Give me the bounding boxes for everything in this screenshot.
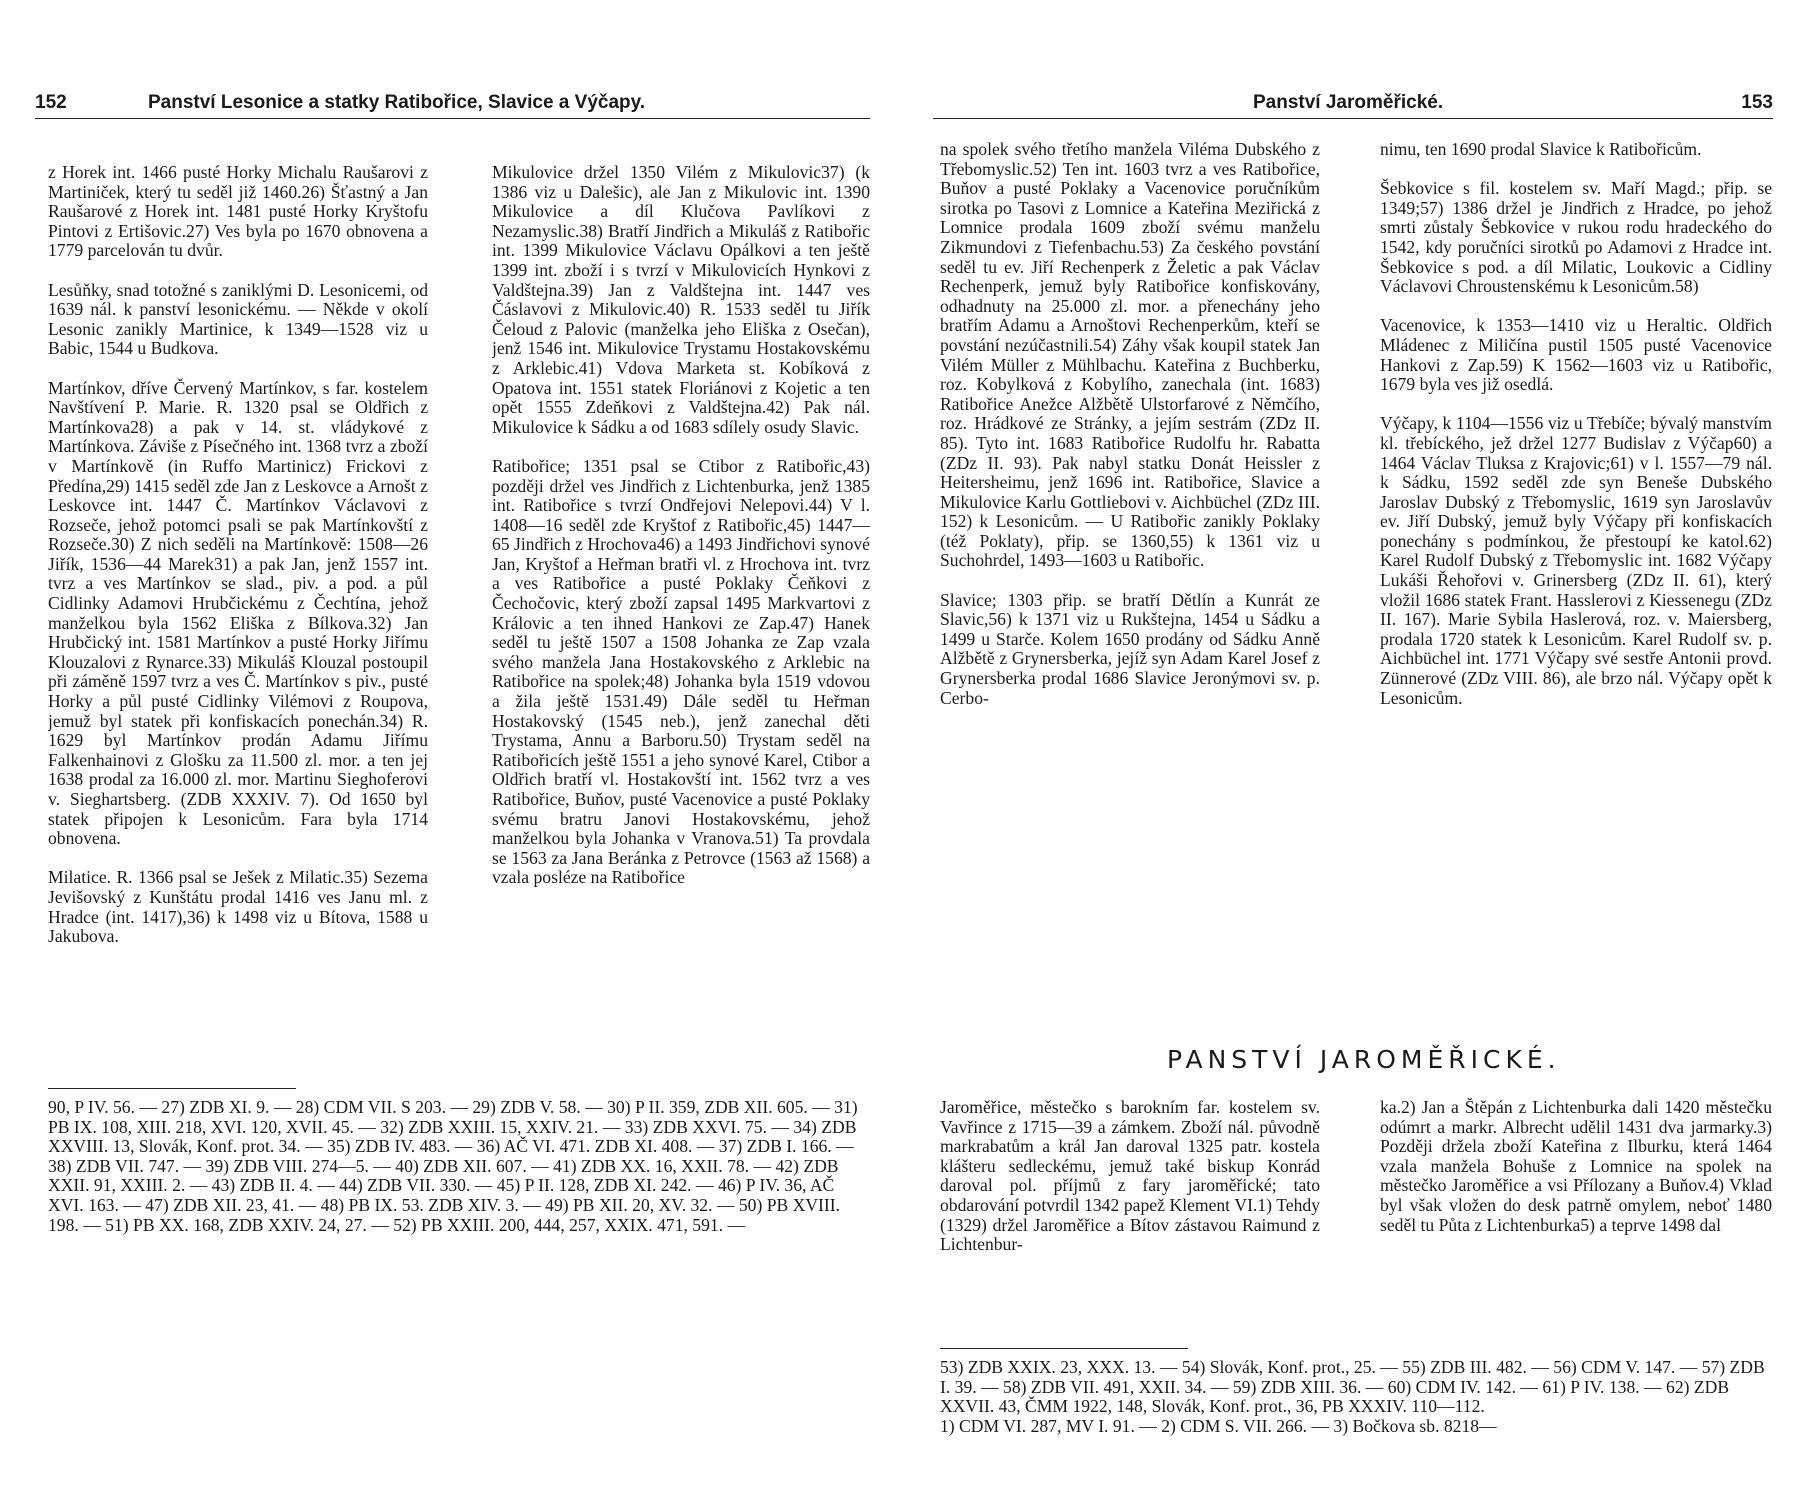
- left-column-1: z Horek int. 1466 pusté Horky Michalu Raušarovi z Martiniček, který tu seděl již 1460.26) Šťastný a Jan Raušarové z Horek int. 1481 pusté Horky Kryštofu Pintovi z Ertišovic.27) Ves byla po 1670 obnovena a 1779 parcelován tu dvůr. Lesůňky, snad totožné s zaniklými D. Lesonicemi, od 1639 nál. k panství lesonickému. — Někde v okolí Lesonic zanikly Martinice, k 1349—1528 viz u Babic, 1544 u Budkova. Martínkov, dříve Červený Martínkov, s far. kostelem Navštívení P. Marie. R. 1320 psal se Oldřich z Martínkova28) a pak v 14. st. vládykové z Martínkova. Záviše z Písečného int. 1368 tvrz a zboží v Martínkově (in Ruffo Martinicz) Frickovi z Předína,29) 1415 seděl zde Jan z Leskovce a Arnošt z Leskovce int. 1447 Č. Martínkov Václavovi z Rozseče, jehož potomci psali se pak Martínkovští z Rozseče.30) Z nich seděli na Martínkově: 1508—26 Jiřík, 1536—44 Marek31) a pak Jan, jenž 1557 int. tvrz a ves Martínkov se slad., piv. a pod. a půl Cidlinky Adamovi Hrubčickému z Čechtína, jehož manželkou byla 1562 Eliška z Bílkova.32) Jan Hrubčický int. 1581 Martínkov a pusté Horky Jiřímu Klouzalovi z Rynarce.33) Mikuláš Klouzal postoupil při záměně 1597 tvrz a ves Č. Martínkov s piv., pusté Horky a půl pusté Cidlinky Vilémovi z Roupova, jemuž byl statek při konfiskacích ponechán.34) R. 1629 byl Martínkov prodán Adamu Jiřímu Falkenhainovi z Glošku za 11.500 zl. mor. a ten jej 1638 prodal za 16.000 zl. mor. Martinu Sieghoferovi v. Sieghartsberg. (ZDB XXXIV. 7). Od 1650 byl statek připojen k Lesonicům. Fara byla 1714 obnovena. Milatice. R. 1366 psal se Ješek z Milatic.35) Sezema Jevišovský z Kunštátu prodal 1416 ves Janu ml. z Hradce (int. 1417),36) k 1498 viz u Bítova, 1588 u Jakubova.: [48, 163, 428, 947]
- left-page-number: 152: [35, 92, 67, 113]
- right-footnote-rule: [940, 1348, 1188, 1349]
- right-page-number: 153: [1741, 92, 1773, 113]
- left-header-rule: [35, 118, 870, 119]
- right-column-1: na spolek svého třetího manžela Viléma Dubského z Třebomyslic.52) Ten int. 1603 tvrz a ves Ratibořice, Buňov a pusté Poklaky a Vacenovice poručníkům sirotka po Tasovi z Lomnice a Kateřina Meziřická z Lomnice prodala 1609 zboží svému manželu Zikmundovi z Tiefenbachu.53) Za českého povstání seděl tu ev. Jiří Rechenperk z Želetic a pak Václav Rechenperk, jemuž byly Ratibořice konfiskovány, odhadnuty na 25.000 zl. mor. a přenechány jeho bratřím Adamu a Arnoštovi Rechenperkům, kteří se povstání nezúčastnili.54) Záhy však koupil statek Jan Vilém Müller z Mühlbachu. Kateřina z Buchberku, roz. Kobylková z Kobylího, zanechala (int. 1683) Ratibořice Anežce Alžbětě Ulstorfarové z Němčího, roz. Hrádkové ze Stránky, a jejím sestrám (ZDz II. 85). Tyto int. 1683 Ratibořice Rudolfu hr. Rabatta (ZDz II. 93). Pak nabyl statku Donát Heissler z Heitersheimu, jenž 1696 int. Ratibořice, Slavice a Mikulovice Karlu Gottliebovi v. Aichbüchel (ZDz III. 152) k Lesonicům. — U Ratibořic zanikly Poklaky (též Poklaty), přip. se 1360,55) k 1361 viz u Suchohrdel, 1493—1603 u Ratibořic. Slavice; 1303 přip. se bratří Dětlín a Kunrát ze Slavic,56) k 1371 viz u Rukštejna, 1454 u Sádku a 1499 u Starče. Kolem 1650 prodány od Sádku Anně Alžbětě z Grynersberka, jejíž syn Adam Karel Josef z Grynersberka prodal 1686 Slavice Jeronýmovi sv. p. Cerbo-: [940, 140, 1320, 708]
- left-footnote-rule: [48, 1088, 296, 1089]
- section-title: PANSTVÍ JAROMĚŘICKÉ.: [1167, 1045, 1561, 1074]
- left-running-title: Panství Lesonice a statky Ratibořice, Slavice a Výčapy.: [148, 92, 646, 113]
- right-running-title: Panství Jaroměřické.: [1253, 92, 1444, 113]
- right-footnotes: 53) ZDB XXIX. 23, XXX. 13. — 54) Slovák, Konf. prot., 25. — 55) ZDB III. 482. — 56) CDM V. 147. — 57) ZDB I. 39. — 58) ZDB VII. 491, XXII. 34. — 59) ZDB XIII. 36. — 60) CDM IV. 142. — 61) P IV. 138. — 62) ZDB XXVII. 43, ČMM 1922, 148, Slovák, Konf. prot., 36, PB XXXIV. 110—112. 1) CDM VI. 287, MV I. 91. — 2) CDM S. VII. 266. — 3) Bočkova sb. 8218—: [940, 1358, 1765, 1436]
- right-page: [905, 0, 1810, 1500]
- right-column-2: nimu, ten 1690 prodal Slavice k Ratibořicům. Šebkovice s fil. kostelem sv. Maří Magd.; přip. se 1349;57) 1386 držel je Jindřich z Hradce, po jehož smrti zůstaly Šebkovice v rukou rodu hradeckého do 1542, kdy poručníci sirotků po Adamovi z Hradce int. Šebkovice s pod. a díl Milatic, Loukovic a Cidliny Václavovi Chroustenskému k Lesonicům.58) Vacenovice, k 1353—1410 viz u Heraltic. Oldřich Mládenec z Miličína pustil 1505 pusté Vacenovice Hankovi z Zap.59) K 1562—1603 viz u Ratibořic, 1679 byla ves již osedlá. Výčapy, k 1104—1556 viz u Třebíče; bývalý manstvím kl. třebíckého, jež držel 1277 Budislav z Výčap60) a 1464 Václav Tluksa z Krajovic;61) v l. 1557—79 nál. k Sádku, 1592 seděl zde syn Beneše Dubského Jaroslav Dubský z Třebomyslic, 1619 syn Jaroslavův ev. Jiří Dubský, jemuž byly Výčapy při konfiskacích ponechány s podmínkou, že přestoupí ke katol.62) Karel Rudolf Dubský z Třebomyslic int. 1682 Výčapy Lukáši Řehořovi v. Grinersberg (ZDz II. 61), který vložil 1686 statek Frant. Hasslerovi z Kiessenegu (ZDz II. 167). Marie Sybila Haslerová, roz. v. Maiersberg, prodala 1720 statek k Lesonicům. Karel Rudolf sv. p. Aichbüchel int. 1771 Výčapy své sestře Antonii provd. Zünnerové (ZDz VIII. 86), ale brzo nál. Výčapy opět k Lesonicům.: [1380, 140, 1772, 708]
- left-column-2: Mikulovice držel 1350 Vilém z Mikulovic37) (k 1386 viz u Dalešic), ale Jan z Mikulovic int. 1390 Mikulovice a díl Klučova Pavlíkovi z Nezamyslic.38) Bratří Jindřich a Mikuláš z Ratibořic int. 1399 Mikulovice Václavu Opálkovi a ten ještě 1399 int. zboží i s tvrzí v Mikulovicích Hynkovi z Valdštejna.39) Jan z Valdštejna int. 1447 ves Čáslavovi z Mikulovic.40) R. 1533 seděl tu Jiřík Čeloud z Palovic (manželka jeho Eliška z Osečan), jenž 1546 int. Mikulovice Trystamu Hostakovskému z Arklebic.41) Vdova Marketa st. Kobíková z Opatova int. 1551 statek Floriánovi z Kojetic a ten opět 1555 Zdeňkovi z Valdštejna.42) Pak nál. Mikulovice k Sádku a od 1683 sdílely osudy Slavic. Ratibořice; 1351 psal se Ctibor z Ratibořic,43) později držel ves Jindřich z Lichtenburka, jenž 1385 int. Ratibořice s tvrzí Ondřejovi Nelepovi.44) V l. 1408—16 seděl zde Kryštof z Ratibořic,45) 1447—65 Jindřich z Hrochova46) a 1493 Jindřichovi synové Jan, Kryštof a Heřman bratři vl. z Hrochova int. tvrz a ves Ratibořice a pusté Poklaky Čeňkovi z Čechočovic, který zboží zapsal 1495 Markvartovi z Královic a ten ihned Hankovi ze Zap.47) Hanek seděl tu ještě 1507 a 1508 Johanka ze Zap vzala svého manžela Jana Hostakovského z Arklebic na Ratibořice na spolek;48) Johanka byla 1519 vdovou a žila ještě 1531.49) Dále seděl tu Heřman Hostakovský (1545 neb.), jenž zanechal děti Trystama, Annu a Barboru.50) Trystam seděl na Ratibořicích ještě 1551 a jeho synové Karel, Ctibor a Oldřich bratří vl. Hostakovští int. 1562 tvrz a ves Ratibořice, Buňov, pusté Vacenovice a pusté Poklaky svému bratru Janovi Hostakovskému, jehož manželkou byla Johanka v Vranova.51) Ta provdala se 1563 za Jana Beránka z Petrovce (1563 až 1568) a vzala posléze na Ratibořice: [492, 163, 870, 888]
- section-column-1: Jaroměřice, městečko s barokním far. kostelem sv. Vavřince z 1715—39 a zámkem. Zboží nál. původně markrabatům a král Jan daroval 1325 patr. kostela klášteru sedleckému, jemuž také biskup Konrád daroval pol. příjmů z fary jaroměřické; tato obdarování potvrdil 1342 papež Klement VI.1) Tehdy (1329) držel Jaroměřice a Bítov zástavou Raimund z Lichtenbur-: [940, 1098, 1320, 1255]
- right-header-rule: [933, 118, 1773, 119]
- section-column-2: ka.2) Jan a Štěpán z Lichtenburka dali 1420 městečku odúmrt a markr. Albrecht udělil 1431 dva jarmarky.3) Později držela zboží Kateřina z Ilburku, která 1464 vzala manžela Bohuše z Lomnice na spolek na městečko Jaroměřice a vsi Přílozany a Buňov.4) Vklad byl však vložen do desk patrně omylem, neboť 1480 seděl tu Půta z Lichtenburka5) a teprve 1498 dal: [1380, 1098, 1772, 1235]
- left-footnotes: 90, P IV. 56. — 27) ZDB XI. 9. — 28) CDM VII. S 203. — 29) ZDB V. 58. — 30) P II. 359, ZDB XII. 605. — 31) PB IX. 108, XIII. 218, XVI. 120, XVII. 45. — 32) ZDB XXIII. 15, XXIV. 21. — 33) ZDB XXVI. 75. — 34) ZDB XXVIII. 13, Slovák, Konf. prot. 34. — 35) ZDB IV. 483. — 36) AČ VI. 471. ZDB XI. 408. — 37) ZDB I. 166. — 38) ZDB VII. 747. — 39) ZDB VIII. 274—5. — 40) ZDB XII. 607. — 41) ZDB XX. 16, XXII. 78. — 42) ZDB XXII. 91, XXIII. 2. — 43) ZDB II. 4. — 44) ZDB VII. 330. — 45) P II. 128, ZDB XI. 242. — 46) P IV. 36, AČ XVI. 163. — 47) ZDB XII. 23, 41. — 48) PB IX. 53. ZDB XIV. 3. — 49) PB XII. 20, XV. 32. — 50) PB XVIII. 198. — 51) PB XX. 168, ZDB XXIV. 24, 27. — 52) PB XXIII. 200, 444, 257, XXIX. 471, 591. —: [48, 1098, 858, 1235]
